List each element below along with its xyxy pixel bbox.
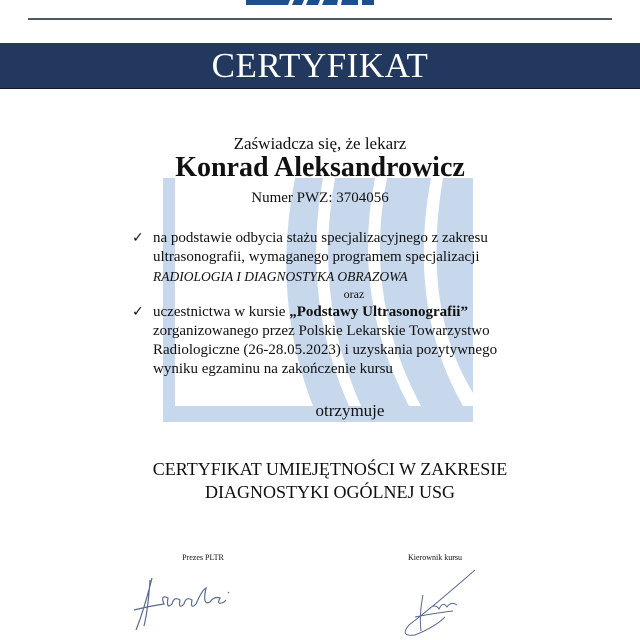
president-signature-label: Prezes PLTR (182, 553, 224, 562)
checkmark-icon: ✓ (132, 230, 144, 246)
receives-text: otrzymuje (315, 401, 385, 420)
course-name: „Podstawy Ultrasonografii” (289, 304, 468, 320)
intro-text: Zaświadcza się, że lekarz (233, 134, 407, 153)
item-2-line-4: wyniku egzaminu na zakończenie kursu (153, 361, 393, 377)
president-signature-icon (130, 570, 250, 635)
pwz-number: Numer PWZ: 3704056 (251, 190, 389, 206)
item-1-line-1: na podstawie odbycia stażu specjalizacyjnego z zakresu (153, 230, 488, 246)
conjunction-text: oraz (343, 287, 365, 301)
certificate-title: CERTYFIKAT (211, 46, 429, 85)
item-2-line-1 (153, 303, 497, 322)
checkmark-icon: ✓ (132, 304, 144, 320)
certificate-name (0, 458, 640, 504)
item-1-line-2: ultrasonografii, wymaganego programem specjalizacji (153, 249, 480, 265)
specialization-name: RADIOLOGIA I DIAGNOSTYKA OBRAZOWA (153, 269, 408, 284)
item-2-prefix: uczestnictwa w kursie (153, 304, 290, 320)
item-2-line-2: zorganizowanego przez Polskie Lekarskie Towarzystwo (153, 323, 490, 339)
course-director-signature-icon (395, 565, 485, 640)
certificate-name-line-2: DIAGNOSTYKI OGÓLNEJ USG (205, 482, 455, 502)
certificate-name-line-1: CERTYFIKAT UMIEJĘTNOŚCI W ZAKRESIE (152, 459, 508, 479)
recipient-name: Konrad Aleksandrowicz (175, 152, 465, 183)
course-director-signature-label: Kierownik kursu (408, 553, 462, 562)
item-2-line-3: Radiologiczne (26-28.05.2023) i uzyskania pozytywnego (153, 342, 498, 358)
